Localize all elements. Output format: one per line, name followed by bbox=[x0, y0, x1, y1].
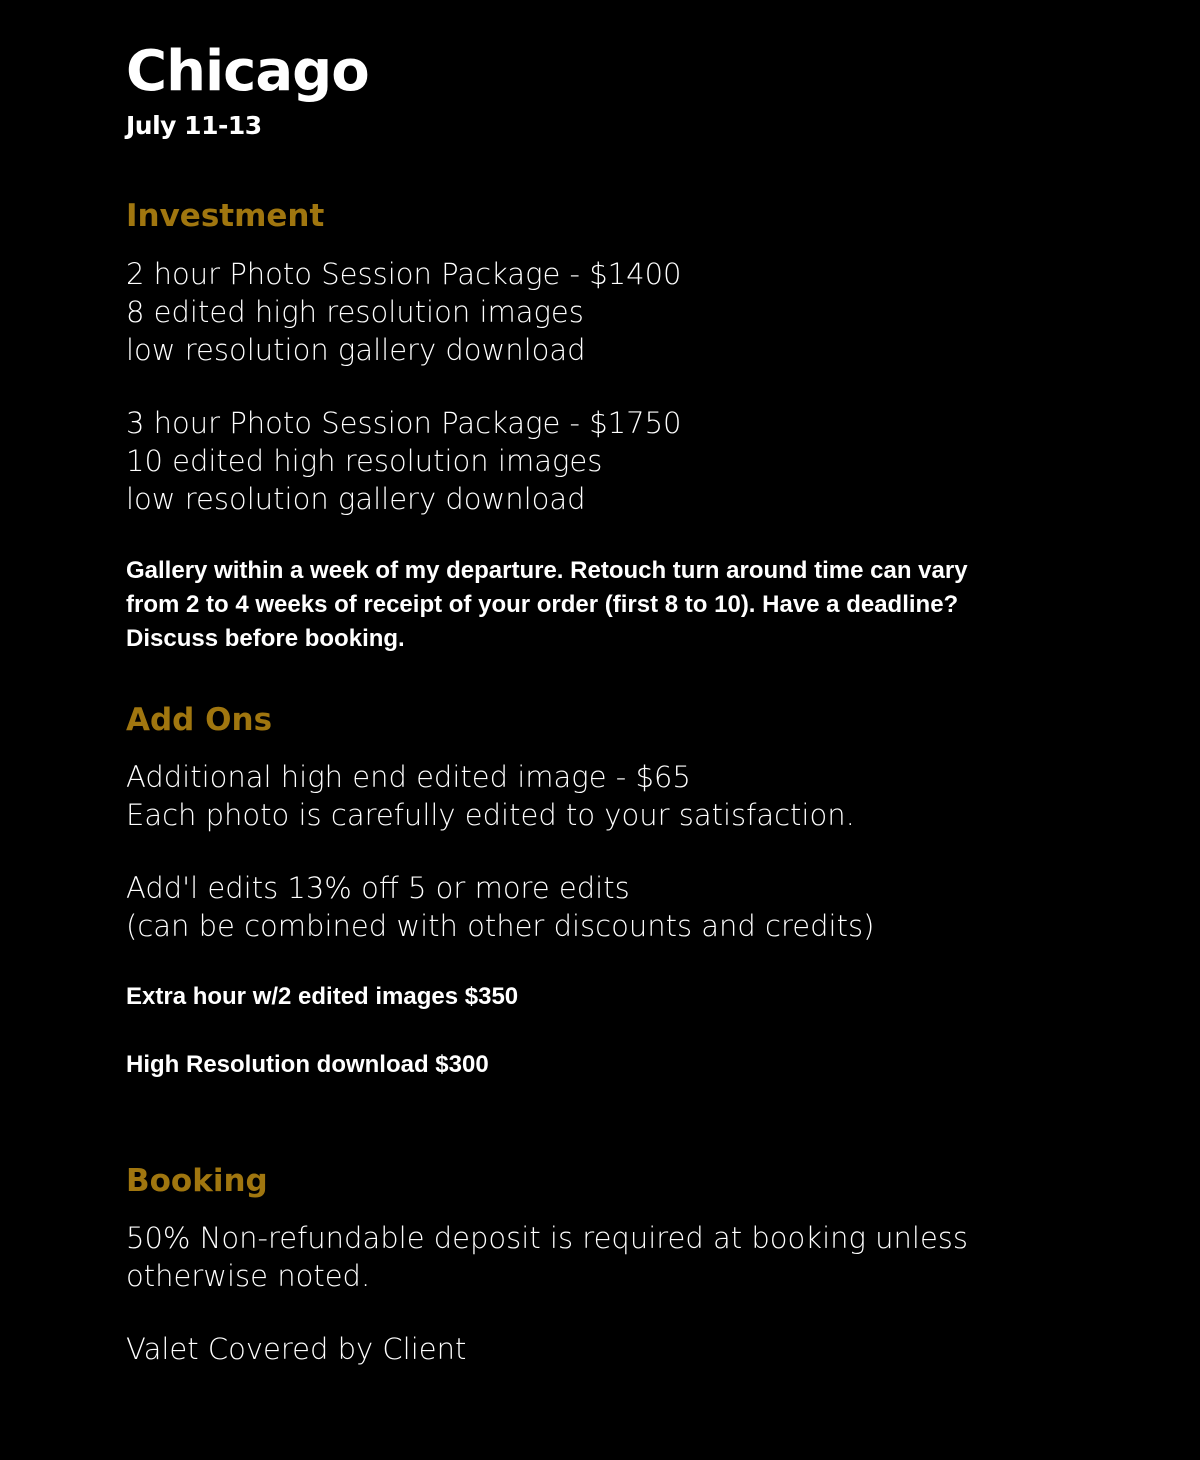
package-3-hour bbox=[126, 404, 681, 518]
add-on-bulk-discount-desc: (can be combined with other discounts and credits) bbox=[126, 909, 875, 943]
add-on-additional-image-price: Additional high end edited image - $65 bbox=[126, 760, 691, 794]
turnaround-note-line-2: from 2 to 4 weeks of receipt of your order (first 8 to 10). Have a deadline? bbox=[126, 591, 959, 618]
booking-deposit-line-1: 50% Non-refundable deposit is required at booking unless bbox=[126, 1221, 969, 1255]
turnaround-note-line-1: Gallery within a week of my departure. Retouch turn around time can vary bbox=[126, 557, 968, 584]
package-3-hour-gallery: low resolution gallery download bbox=[126, 482, 586, 516]
add-on-high-res-download: High Resolution download $300 bbox=[126, 1051, 489, 1078]
booking-heading: Booking bbox=[126, 1163, 268, 1199]
package-2-hour-images: 8 edited high resolution images bbox=[126, 295, 584, 329]
add-on-extra-hour: Extra hour w/2 edited images $350 bbox=[126, 983, 519, 1010]
booking-deposit bbox=[126, 1219, 968, 1295]
add-on-additional-image-desc: Each photo is carefully edited to your satisfaction. bbox=[126, 798, 855, 832]
package-2-hour-title: 2 hour Photo Session Package - $1400 bbox=[126, 257, 682, 291]
package-2-hour-gallery: low resolution gallery download bbox=[126, 333, 586, 367]
add-on-bulk-discount bbox=[126, 869, 874, 945]
investment-heading: Investment bbox=[126, 198, 325, 234]
city-title: Chicago bbox=[126, 39, 369, 104]
package-2-hour bbox=[126, 255, 681, 369]
turnaround-note-line-3: Discuss before booking. bbox=[126, 625, 405, 652]
package-3-hour-title: 3 hour Photo Session Package - $1750 bbox=[126, 406, 682, 440]
booking-deposit-line-2: otherwise noted. bbox=[126, 1259, 371, 1293]
event-dates: July 11-13 bbox=[126, 111, 262, 140]
add-on-additional-image bbox=[126, 758, 855, 834]
add-on-bulk-discount-title: Add'l edits 13% off 5 or more edits bbox=[126, 871, 630, 905]
turnaround-note bbox=[126, 554, 968, 656]
add-ons-heading: Add Ons bbox=[126, 702, 273, 738]
booking-valet: Valet Covered by Client bbox=[126, 1332, 467, 1366]
package-3-hour-images: 10 edited high resolution images bbox=[126, 444, 603, 478]
